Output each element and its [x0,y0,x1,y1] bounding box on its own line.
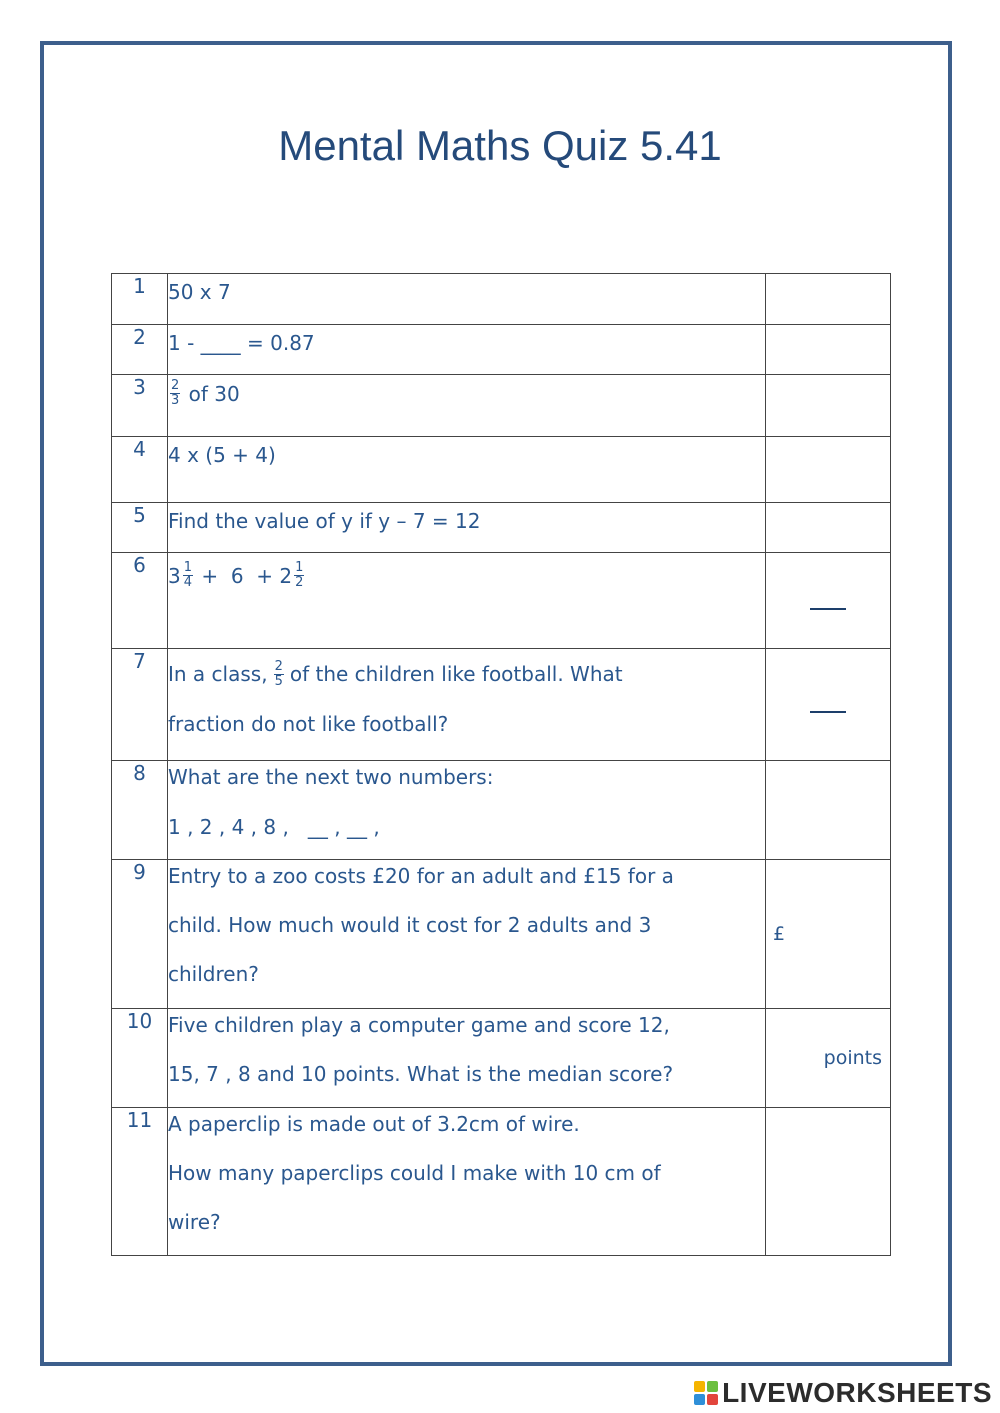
table-row [112,1009,891,1108]
answer-box[interactable] [766,375,891,437]
fraction: $\frac{2}{3}$ [171,378,180,408]
question-number: 3 [112,375,168,437]
question-text: Entry to a zoo costs £20 for an adult and £15 for a child. How much would it cost for 2 adults and 3 children? [168,860,766,1009]
table-row [112,553,891,649]
points-unit: points [823,1047,882,1069]
liveworksheets-logo-icon [694,1381,718,1405]
question-text: Five children play a computer game and score 12, 15, 7 , 8 and 10 points. What is the median score? [168,1009,766,1108]
pound-sign: £ [773,923,786,945]
question-text: $\frac{2}{3}$ of 30 [168,375,766,437]
question-text: 50 x 7 [168,274,766,325]
question-number: 9 [112,860,168,1009]
fraction: $\frac{1}{2}$ [295,560,304,590]
question-number: 7 [112,649,168,761]
table-row [112,649,891,761]
table-row [112,761,891,860]
watermark [694,1378,992,1408]
answer-box[interactable] [766,1108,891,1256]
question-number: 10 [112,1009,168,1108]
question-number: 4 [112,437,168,503]
question-text: 1 - ____ = 0.87 [168,325,766,375]
answer-box[interactable] [766,1009,891,1108]
question-number: 6 [112,553,168,649]
question-number: 1 [112,274,168,325]
question-text: A paperclip is made out of 3.2cm of wire. How many paperclips could I make with 10 cm of wire? [168,1108,766,1256]
quiz-table [111,273,891,1256]
answer-box[interactable] [766,860,891,1009]
question-number: 11 [112,1108,168,1256]
question-text: 3 $\frac{1}{4}$ + 6 + 2 $\frac{1}{2}$ [168,553,766,649]
table-row [112,860,891,1009]
answer-line [810,608,846,610]
question-text: Find the value of y if y – 7 = 12 [168,503,766,553]
page-title: Mental Maths Quiz 5.41 [278,122,722,169]
table-row [112,375,891,437]
table-row [112,1108,891,1256]
answer-box[interactable] [766,274,891,325]
question-number: 2 [112,325,168,375]
answer-box[interactable] [766,761,891,860]
question-number: 5 [112,503,168,553]
answer-box[interactable] [766,325,891,375]
answer-line [810,711,846,713]
fraction: $\frac{2}{5}$ [274,658,283,689]
fraction: $\frac{1}{4}$ [183,560,193,590]
table-row [112,437,891,503]
table-row [112,274,891,325]
question-text: 4 x (5 + 4) [168,437,766,503]
question-text: What are the next two numbers: 1 , 2 , 4 , 8 , __ , __ , [168,761,766,860]
answer-box[interactable] [766,553,891,649]
answer-box[interactable] [766,649,891,761]
question-number: 8 [112,761,168,860]
watermark-text: LIVEWORKSHEETS [722,1377,992,1408]
table-row [112,325,891,375]
question-text: In a class, $\frac{2}{5}$ of the children like football. What fraction do not like football? [168,649,766,761]
table-row [112,503,891,553]
answer-box[interactable] [766,437,891,503]
answer-box[interactable] [766,503,891,553]
